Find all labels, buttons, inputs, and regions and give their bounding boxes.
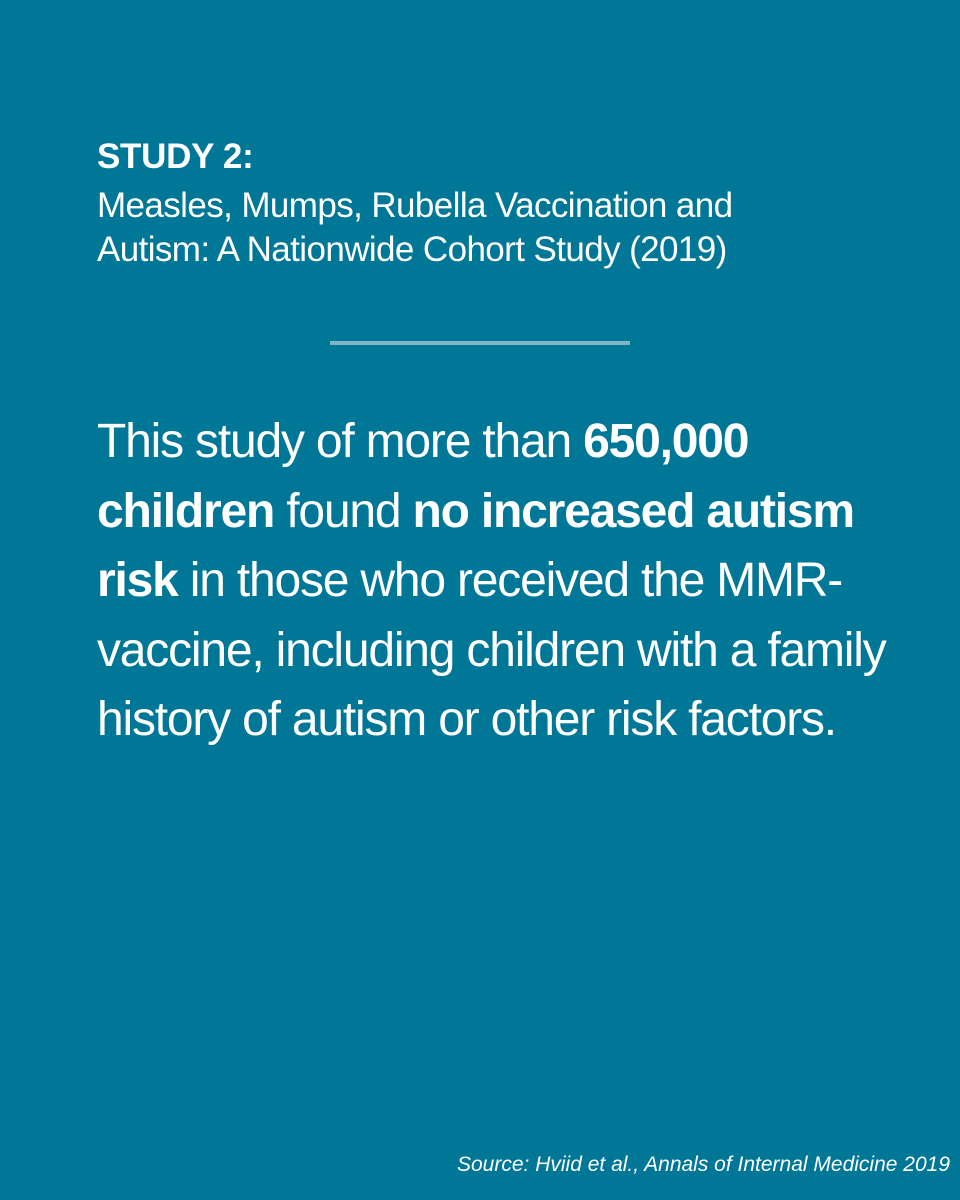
study-label: STUDY 2:: [97, 137, 254, 176]
divider: [330, 341, 630, 345]
summary-text-3: in those who received the MMR-vaccine, including children with a family history of autism or other risk factors.: [97, 554, 886, 746]
study-title-line-2: Autism: A Nationwide Cohort Study (2019): [97, 230, 727, 269]
summary-highlight-finding: no increased autism risk: [97, 484, 854, 607]
summary-highlight-sample-size: 650,000 children: [97, 415, 749, 538]
study-summary: [97, 407, 887, 755]
study-title-line-1: Measles, Mumps, Rubella Vaccination and: [97, 186, 733, 225]
source-citation: Source: Hviid et al., Annals of Internal Medicine 2019: [457, 1153, 950, 1176]
study-title: [97, 184, 877, 272]
summary-text-2: found: [274, 484, 413, 538]
summary-text-1: This study of more than: [97, 415, 584, 468]
